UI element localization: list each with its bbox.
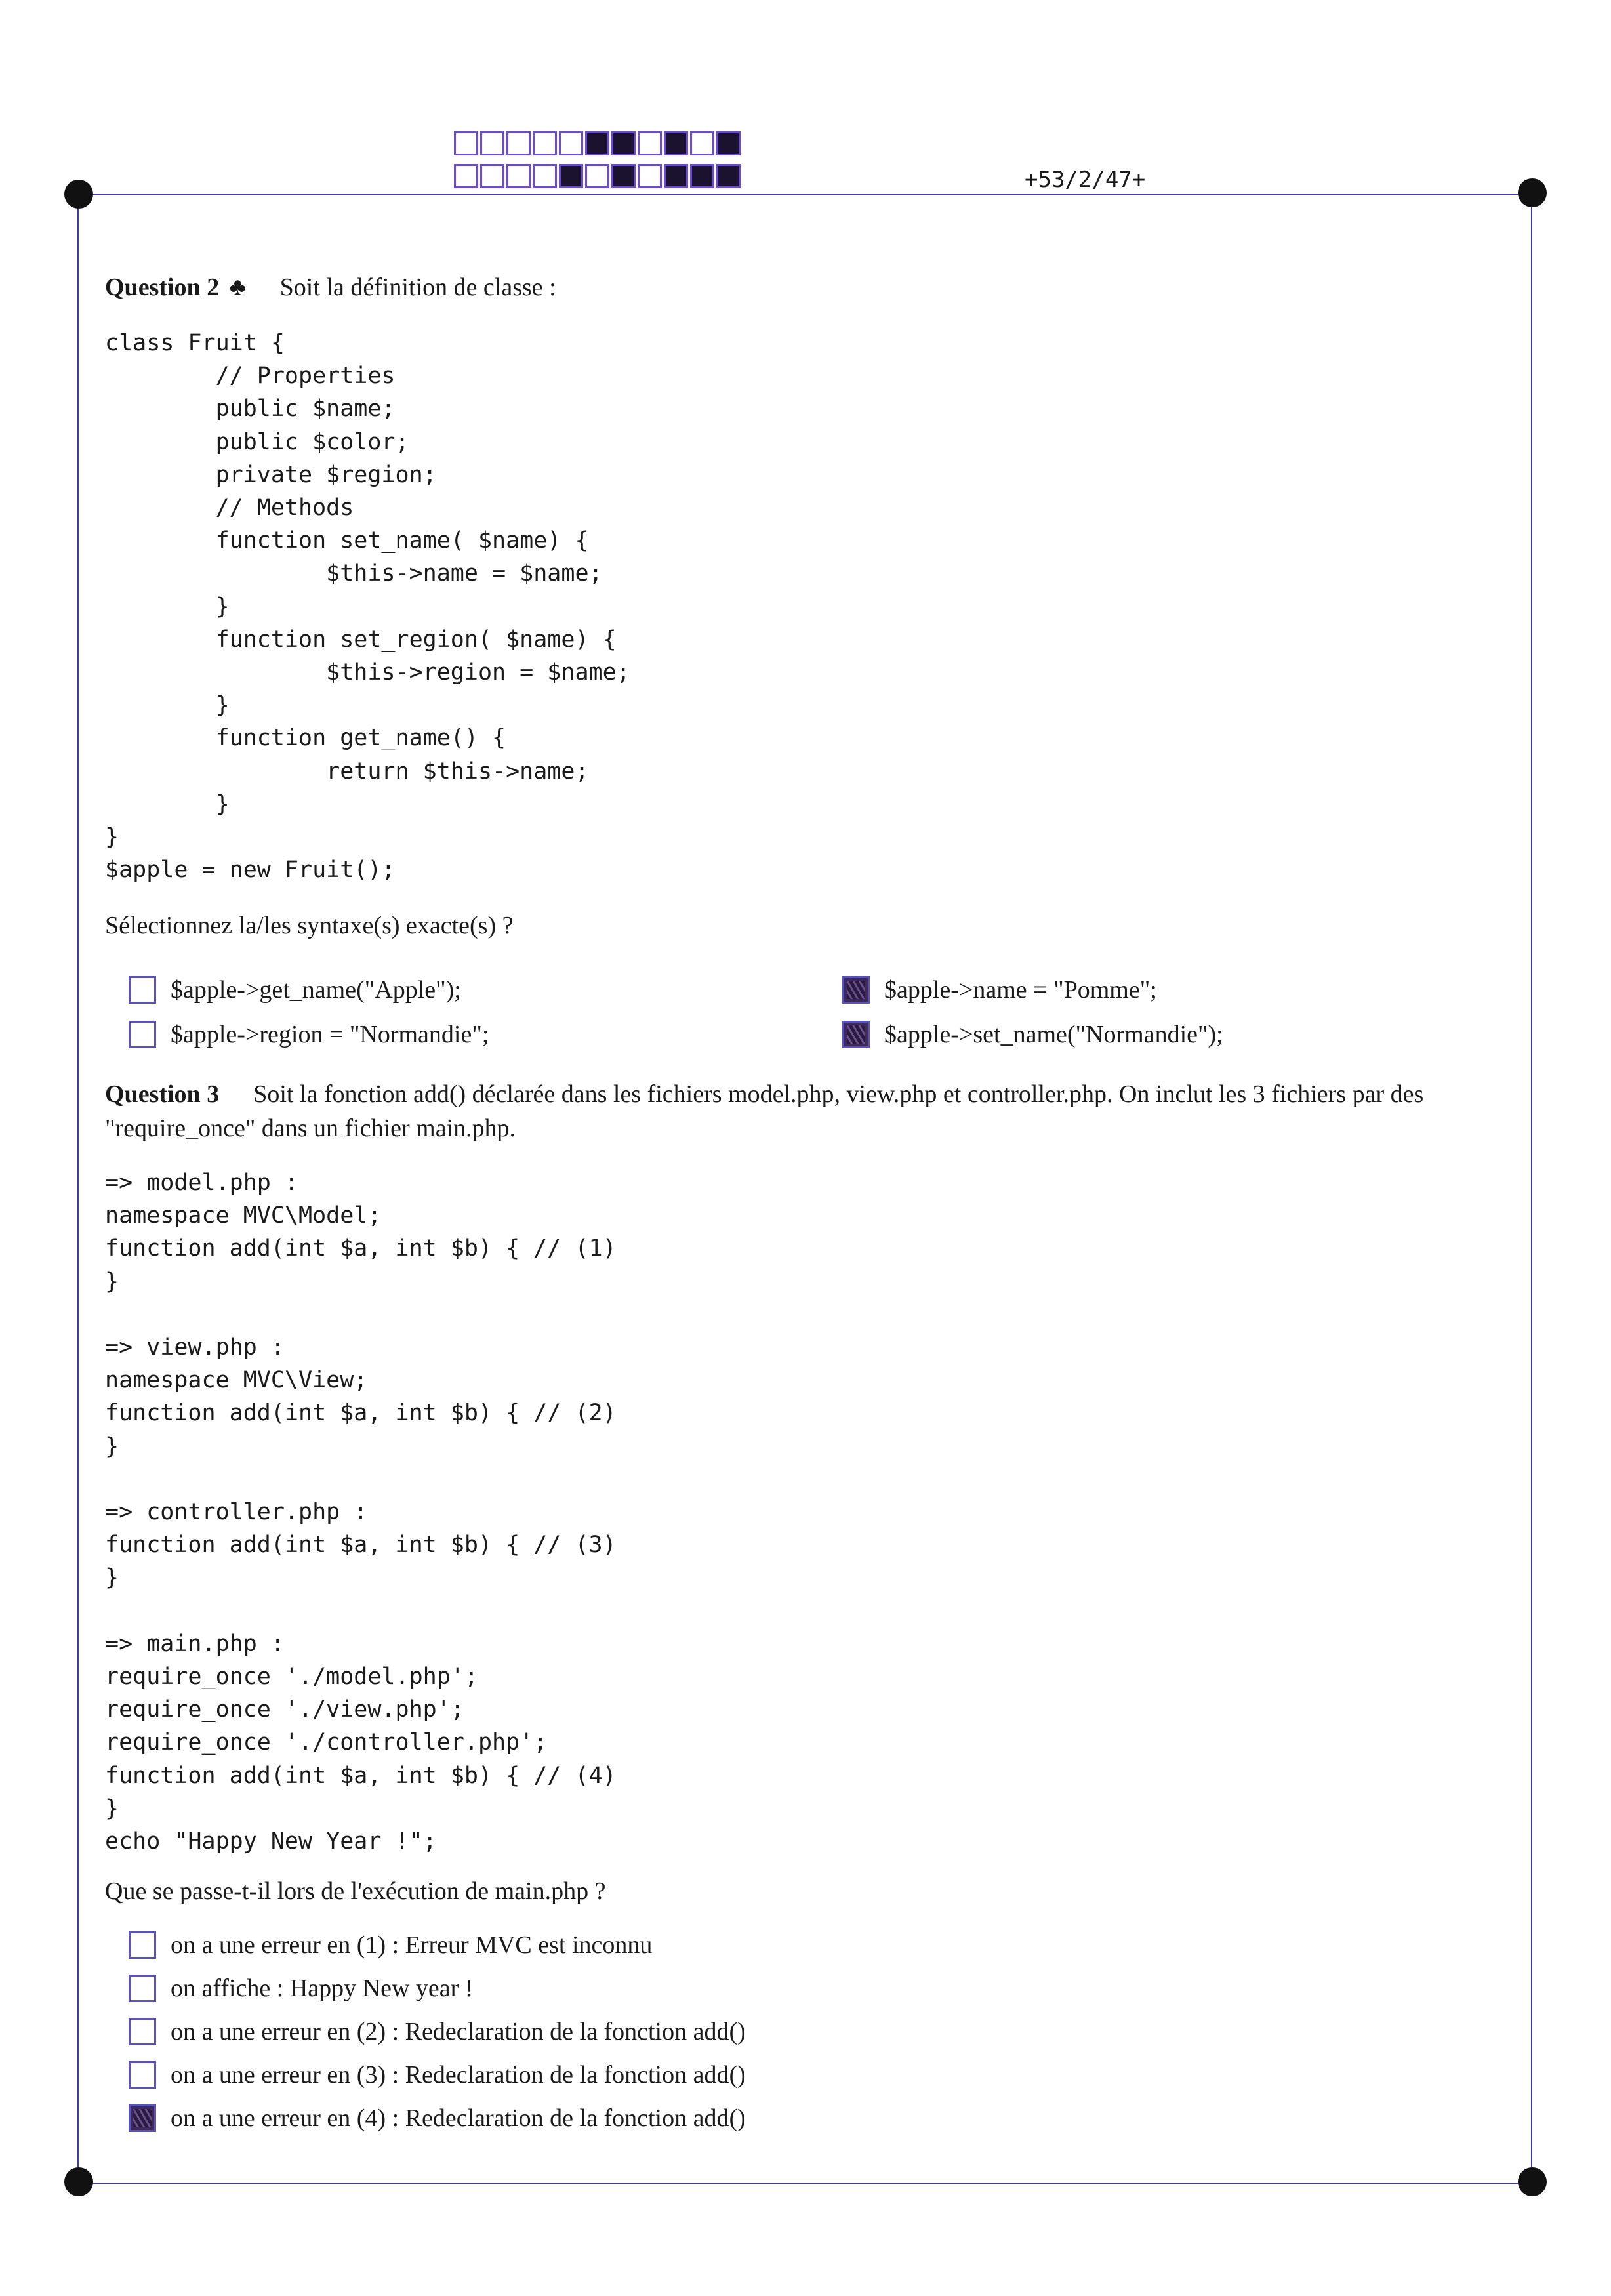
frame-top-line (77, 194, 1532, 195)
code-cell (611, 164, 636, 188)
code-cell (664, 131, 688, 155)
code-cell (585, 164, 609, 188)
question-3-option-2[interactable] (129, 1972, 473, 2005)
question-2-code: class Fruit { // Properties public $name; public $color; private $region; // Methods function set_name( $name) { $this->name = $name; } function set_region( $name) { $this->region = $name; } function get_name() { return $this->name; } } $apple = new Fruit(); (105, 330, 630, 884)
checkbox[interactable] (129, 2018, 156, 2045)
frame-right-line (1531, 194, 1532, 2184)
code-cell (454, 164, 478, 188)
code-cell (664, 164, 688, 188)
option-label: on affiche : Happy New year ! (171, 1975, 474, 2002)
option-label: on a une erreur en (2) : Redeclaration de la fonction add() (171, 2018, 746, 2045)
question-3-statement: Soit la fonction add() déclarée dans les fichiers model.php, view.php et controller.php. On inclut les 3 fichiers par des "require_once" dans un fichier main.php. (105, 1080, 1424, 1142)
question-2-option-3[interactable] (842, 974, 1157, 1006)
code-cell (559, 164, 583, 188)
code-cell (585, 131, 609, 155)
code-cell (716, 164, 741, 188)
checkbox[interactable] (129, 2061, 156, 2089)
question-3-label: Question 3 (105, 1080, 220, 1108)
option-label: on a une erreur en (3) : Redeclaration de la fonction add() (171, 2061, 746, 2089)
checkbox[interactable] (129, 1931, 156, 1959)
code-cell (480, 131, 504, 155)
code-cell (454, 131, 478, 155)
question-3-option-1[interactable] (129, 1929, 652, 1961)
corner-mark-bottom-right (1518, 2167, 1547, 2196)
checkbox[interactable] (842, 1021, 870, 1048)
question-2-header (105, 270, 1509, 304)
code-cell (559, 131, 583, 155)
page-code-row-1 (454, 131, 743, 155)
code-cell (480, 164, 504, 188)
checkbox[interactable] (129, 1975, 156, 2002)
option-label: $apple->region = "Normandie"; (171, 1021, 489, 1048)
checkbox[interactable] (129, 1021, 156, 1048)
question-2-statement: Soit la définition de classe : (279, 274, 556, 301)
checkbox[interactable] (842, 976, 870, 1004)
option-label: on a une erreur en (4) : Redeclaration de la fonction add() (171, 2104, 746, 2132)
checkbox[interactable] (129, 2104, 156, 2132)
code-cell (716, 131, 741, 155)
question-2-option-2[interactable] (129, 1018, 489, 1051)
code-cell (638, 164, 662, 188)
option-label: $apple->get_name("Apple"); (171, 976, 461, 1004)
code-cell (690, 164, 714, 188)
corner-mark-top-left (64, 180, 93, 209)
option-label: $apple->set_name("Normandie"); (884, 1021, 1223, 1048)
code-cell (690, 131, 714, 155)
page-id: +53/2/47+ (1025, 167, 1146, 193)
option-label: $apple->name = "Pomme"; (884, 976, 1157, 1004)
code-cell (533, 131, 557, 155)
option-label: on a une erreur en (1) : Erreur MVC est inconnu (171, 1931, 653, 1959)
code-cell (506, 131, 531, 155)
code-cell (638, 131, 662, 155)
corner-mark-bottom-left (64, 2167, 93, 2196)
code-cell (611, 131, 636, 155)
corner-mark-top-right (1518, 178, 1547, 207)
code-cell (506, 164, 531, 188)
question-3-prompt: Que se passe-t-il lors de l'exécution de main.php ? (105, 1877, 606, 1905)
frame-bottom-line (77, 2183, 1532, 2184)
checkbox[interactable] (129, 976, 156, 1004)
question-3-option-3[interactable] (129, 2015, 746, 2048)
question-3-header (105, 1077, 1509, 1145)
question-2-label: Question 2 ♣ (105, 274, 246, 301)
question-3-option-4[interactable] (129, 2059, 746, 2091)
club-icon: ♣ (229, 274, 246, 301)
question-3-code: => model.php : namespace MVC\Model; function add(int $a, int $b) { // (1) } => view.php : namespace MVC\View; function add(int $a, int $b) { // (2) } => controller.php : function add(int $a, int $b) { // (3) } => main.php : require_once './model.php'; require_once './view.php'; require_once './controller.php'; function add(int $a, int $b) { // (4) } echo "Happy New Year !"; (105, 1170, 617, 1855)
question-2-option-1[interactable] (129, 974, 461, 1006)
page-code-row-2 (454, 164, 743, 188)
code-cell (533, 164, 557, 188)
question-3-option-5[interactable] (129, 2102, 746, 2135)
frame-left-line (77, 194, 79, 2184)
question-2-option-4[interactable] (842, 1018, 1223, 1051)
question-2-prompt: Sélectionnez la/les syntaxe(s) exacte(s) ? (105, 912, 514, 939)
